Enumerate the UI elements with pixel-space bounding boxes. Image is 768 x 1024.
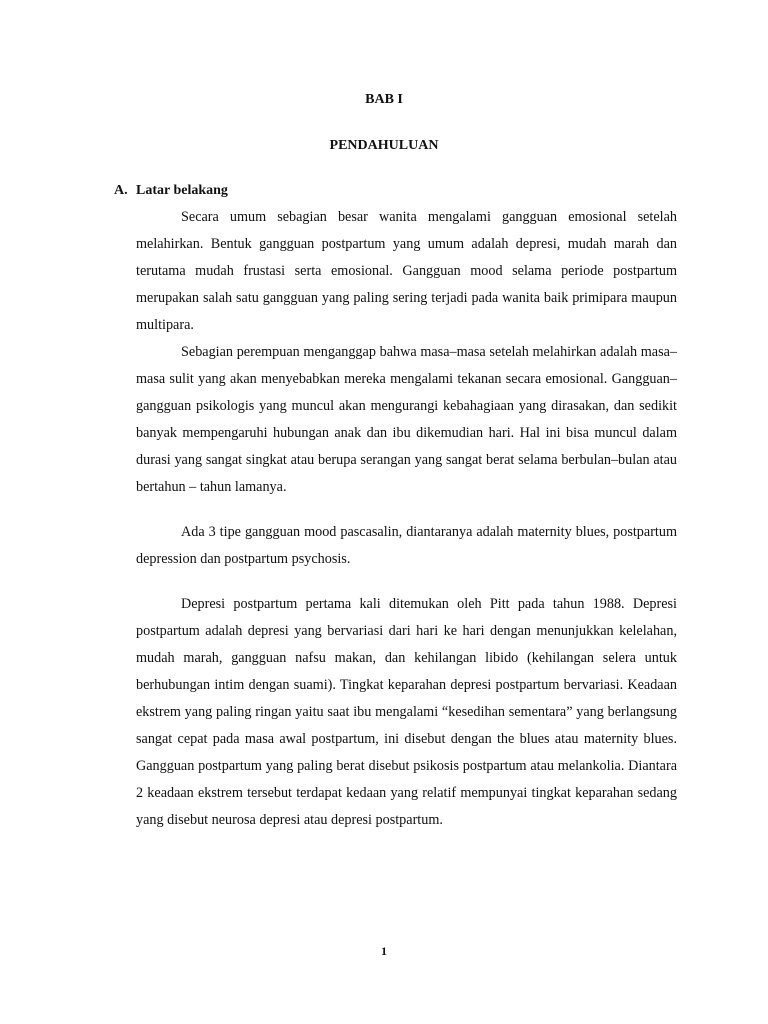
section-heading-text: Latar belakang — [136, 183, 228, 198]
paragraph: Depresi postpartum pertama kali ditemukan oleh Pitt pada tahun 1988. Depresi postpartum adalah depresi yang bervariasi dari hari ke hari dengan menunjukkan kelelahan, mudah marah, gangguan nafsu makan, dan kehilangan libido (kehilangan selera untuk berhubungan intim dengan suami). Tingkat keparahan depresi postpartum bervariasi. Keadaan ekstrem yang paling ringan yaitu saat ibu mengalami “kesedihan sementara” yang berlangsung sangat cepat pada masa awal postpartum, ini disebut dengan the blues atau maternity blues. Gangguan postpartum yang paling berat disebut psikosis postpartum atau melankolia. Diantara 2 keadaan ekstrem tersebut terdapat kedaan yang relatif mempunyai tingkat keparahan sedang yang disebut neurosa depresi atau depresi postpartum. — [136, 596, 677, 828]
paragraph: Sebagian perempuan menganggap bahwa masa–masa setelah melahirkan adalah masa–masa sulit yang akan menyebabkan mereka mengalami tekanan secara emosional. Gangguan–gangguan psikologis yang muncul akan mengurangi kebahagiaan yang dirasakan, dan sedikit banyak mempengaruhi hubungan anak dan ibu dikemudian hari. Hal ini bisa muncul dalam durasi yang sangat singkat atau berupa serangan yang sangat berat selama berbulan–bulan atau bertahun – tahun lamanya. — [136, 344, 677, 495]
paragraph: Ada 3 tipe gangguan mood pascasalin, diantaranya adalah maternity blues, postpartum depression dan postpartum psychosis. — [136, 524, 677, 567]
page-number: 1 — [381, 944, 387, 958]
paragraph: Secara umum sebagian besar wanita mengalami gangguan emosional setelah melahirkan. Bentuk gangguan postpartum yang umum adalah depresi, mudah marah dan terutama mudah frustasi serta emosional. Gangguan mood selama periode postpartum merupakan salah satu gangguan yang paling sering terjadi pada wanita baik primipara maupun multipara. — [136, 209, 677, 333]
chapter-title: PENDAHULUAN — [329, 138, 439, 153]
section-heading — [114, 183, 228, 199]
section-number: A. — [114, 183, 128, 198]
chapter-label: BAB I — [365, 92, 403, 107]
body-text — [136, 204, 677, 834]
